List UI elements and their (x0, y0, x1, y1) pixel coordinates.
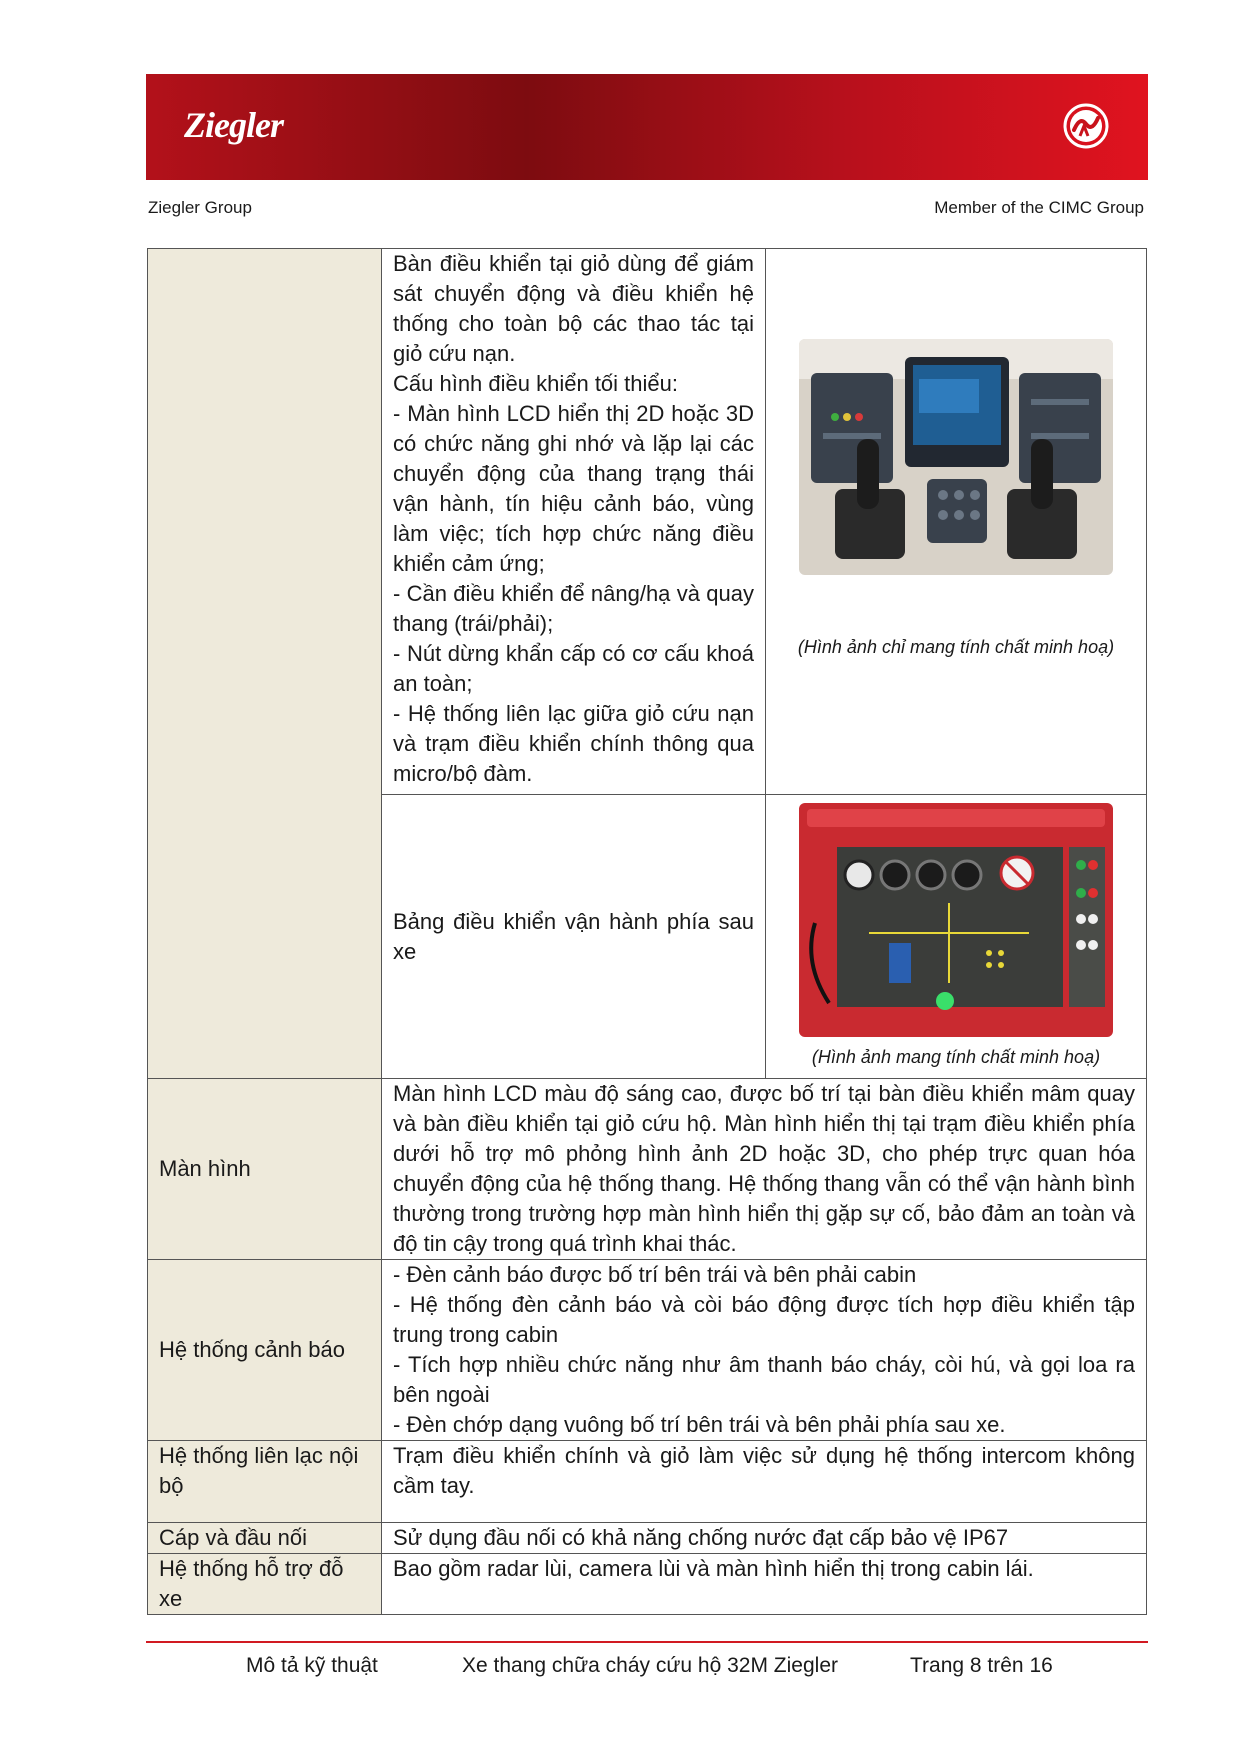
desc-line: - Cần điều khiển để nâng/hạ và quay thang (trái/phải); (393, 581, 754, 636)
spec-table (147, 248, 1147, 1615)
desc-line: Bàn điều khiển tại giỏ dùng để giám sát chuyển động và điều khiển hệ thống cho toàn bộ các thao tác tại giỏ cứu nạn. (393, 251, 754, 366)
basket-console-photo (799, 339, 1113, 575)
basket-control-photo-cell (766, 249, 1147, 795)
image-caption: (Hình ảnh mang tính chất minh hoạ) (811, 1047, 1101, 1067)
row-label: Hệ thống cảnh báo (148, 1260, 382, 1441)
row-label: Hệ thống hỗ trợ đỗ xe (148, 1554, 382, 1615)
row-desc (382, 1523, 1147, 1554)
desc-line: - Hệ thống đèn cảnh báo và còi báo động được tích hợp điều khiển tập trung trong cabin (393, 1292, 1135, 1347)
desc-line: Trạm điều khiển chính và giỏ làm việc sử dụng hệ thống intercom không cầm tay. (393, 1443, 1135, 1498)
row-label: Cáp và đầu nối (148, 1523, 382, 1554)
desc-line: - Hệ thống liên lạc giữa giỏ cứu nạn và trạm điều khiển chính thông qua micro/bộ đàm. (393, 701, 754, 786)
desc-line: Bao gồm radar lùi, camera lùi và màn hình hiển thị trong cabin lái. (393, 1556, 1034, 1581)
desc-line: - Nút dừng khẩn cấp có cơ cấu khoá an toàn; (393, 641, 754, 696)
row-desc (382, 1441, 1147, 1523)
row-label: Màn hình (148, 1079, 382, 1260)
row-desc (382, 1260, 1147, 1441)
table-row (148, 1260, 1147, 1441)
ziegler-logo: Ziegler (184, 105, 283, 145)
rear-panel-desc (382, 795, 766, 1079)
rear-panel-photo-cell (766, 795, 1147, 1079)
row-desc (382, 1079, 1147, 1260)
table-row (148, 1523, 1147, 1554)
footer-page-number: Trang 8 trên 16 (910, 1654, 1053, 1677)
desc-line: - Đèn cảnh báo được bố trí bên trái và bên phải cabin (393, 1262, 917, 1287)
table-row (148, 1079, 1147, 1260)
desc-line: Bảng điều khiển vận hành phía sau xe (393, 908, 754, 964)
table-row (148, 249, 1147, 795)
image-caption: (Hình ảnh chỉ mang tính chất minh hoạ) (797, 637, 1115, 657)
header-banner (146, 74, 1148, 180)
desc-line: Sử dụng đầu nối có khả năng chống nước đạt cấp bảo vệ IP67 (393, 1525, 1009, 1550)
header-member-text: Member of the CIMC Group (934, 198, 1144, 217)
desc-line: - Tích hợp nhiều chức năng như âm thanh báo cháy, còi hú, và gọi loa ra bên ngoài (393, 1352, 1135, 1407)
desc-line: Cấu hình điều khiển tối thiểu: (393, 371, 678, 396)
desc-line: Màn hình LCD màu độ sáng cao, được bố trí tại bàn điều khiển mâm quay và bàn điều khiển tại giỏ cứu hộ. Màn hình hiển thị tại trạm điều khiển phía dưới hỗ trợ mô phỏng hình ảnh 2D hoặc 3D, cho phép trực quan hóa chuyển động của hệ thống thang. Hệ thống thang vẫn có thể vận hành bình thường trong trường hợp màn hình hiển thị gặp sự cố, bảo đảm an toàn và độ tin cậy trong quá trình khai thác. (393, 1081, 1135, 1256)
desc-line: - Đèn chớp dạng vuông bố trí bên trái và bên phải phía sau xe. (393, 1412, 1006, 1437)
header-group-name: Ziegler Group (148, 198, 252, 217)
desc-line: - Màn hình LCD hiển thị 2D hoặc 3D có chức năng ghi nhớ và lặp lại các chuyển động của thang trạng thái vận hành, tín hiệu cảnh báo, vùng làm việc; tích hợp chức năng điều khiển cảm ứng; (393, 401, 754, 576)
label-cell-empty (148, 249, 382, 1079)
table-row (148, 1441, 1147, 1523)
row-label: Hệ thống liên lạc nội bộ (148, 1441, 382, 1523)
footer-rule (146, 1641, 1148, 1643)
table-row (148, 1554, 1147, 1615)
footer-title: Xe thang chữa cháy cứu hộ 32M Ziegler (462, 1654, 838, 1677)
cimc-logo-icon (1062, 102, 1110, 150)
footer-doc-type: Mô tả kỹ thuật (246, 1654, 378, 1677)
row-desc (382, 1554, 1147, 1615)
rear-panel-photo (799, 803, 1113, 1037)
basket-control-desc (382, 249, 766, 795)
